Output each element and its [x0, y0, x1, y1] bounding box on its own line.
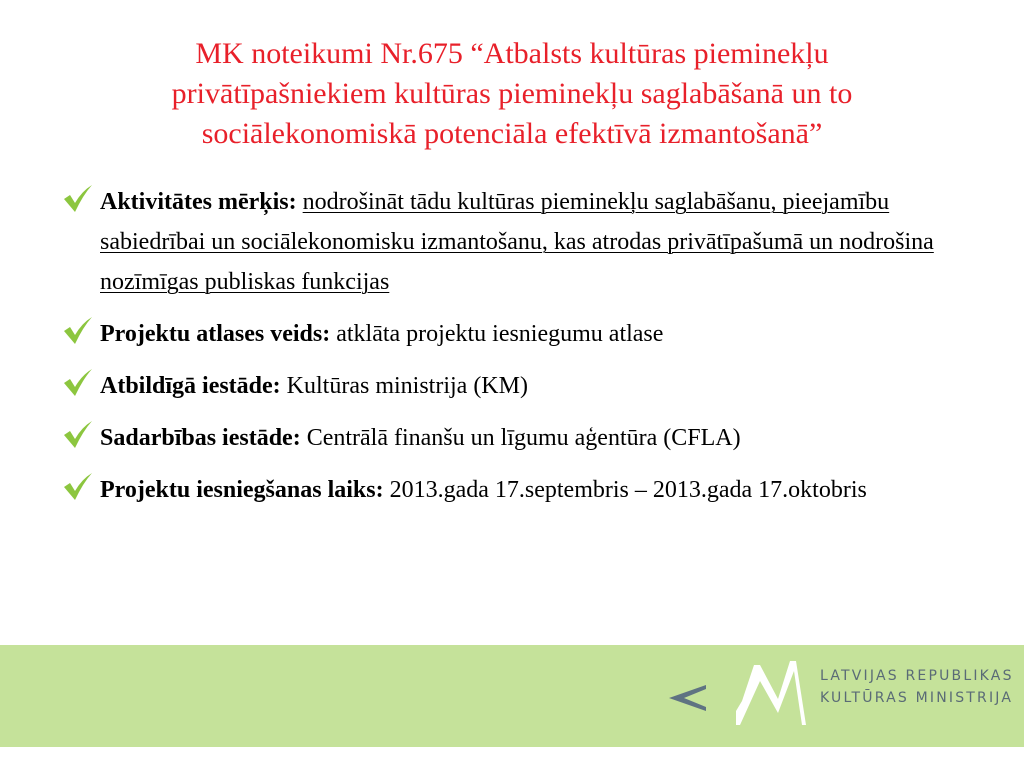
bullet-text: Centrālā finanšu un līgumu aģentūra (CFLA): [306, 425, 741, 451]
bullet-label: Sadarbības iestāde:: [100, 425, 301, 451]
bullet-label: Projektu iesniegšanas laiks:: [100, 477, 384, 503]
bullet-activity-goal: [62, 182, 962, 302]
slide-title: [60, 34, 964, 154]
bullet-text: atklāta projektu iesniegumu atlase: [336, 321, 664, 347]
bullet-responsible-institution: [62, 366, 962, 406]
bullet-submission-period: [62, 470, 962, 510]
logo-line-2: KULTŪRAS MINISTRIJA: [820, 690, 1014, 706]
title-line-3: sociālekonomiskā potenciāla efektīvā izmantošanā”: [201, 117, 823, 150]
logo-line-1: LATVIJAS REPUBLIKAS: [820, 668, 1014, 684]
check-icon: [62, 420, 94, 450]
ministry-logo-text: [820, 665, 1014, 709]
bullet-label: Projektu atlases veids:: [100, 321, 331, 347]
bullet-label: Atbildīgā iestāde:: [100, 373, 281, 399]
bullet-text: nodrošināt tādu kultūras pieminekļu saglabāšanu, pieejamību sabiedrībai un sociālekonomisku izmantošanu, kas atrodas privātīpašumā un nodrošina nozīmīgas publiskas funkcijas: [100, 189, 934, 295]
check-icon: [62, 184, 94, 214]
title-line-2: privātīpašniekiem kultūras pieminekļu saglabāšanā un to: [171, 77, 853, 110]
bullet-text: 2013.gada 17.septembris – 2013.gada 17.oktobris: [389, 477, 867, 503]
bullet-list: [62, 182, 962, 522]
bullet-label: Aktivitātes mērķis:: [100, 189, 297, 215]
check-icon: [62, 316, 94, 346]
title-line-1: MK noteikumi Nr.675 “Atbalsts kultūras pieminekļu: [195, 37, 829, 70]
ministry-logo-icon: [666, 661, 806, 731]
bullet-text: Kultūras ministrija (KM): [286, 373, 528, 399]
bullet-cooperation-institution: [62, 418, 962, 458]
bullet-selection-type: [62, 314, 962, 354]
check-icon: [62, 368, 94, 398]
check-icon: [62, 472, 94, 502]
footer-band: [0, 645, 1024, 747]
